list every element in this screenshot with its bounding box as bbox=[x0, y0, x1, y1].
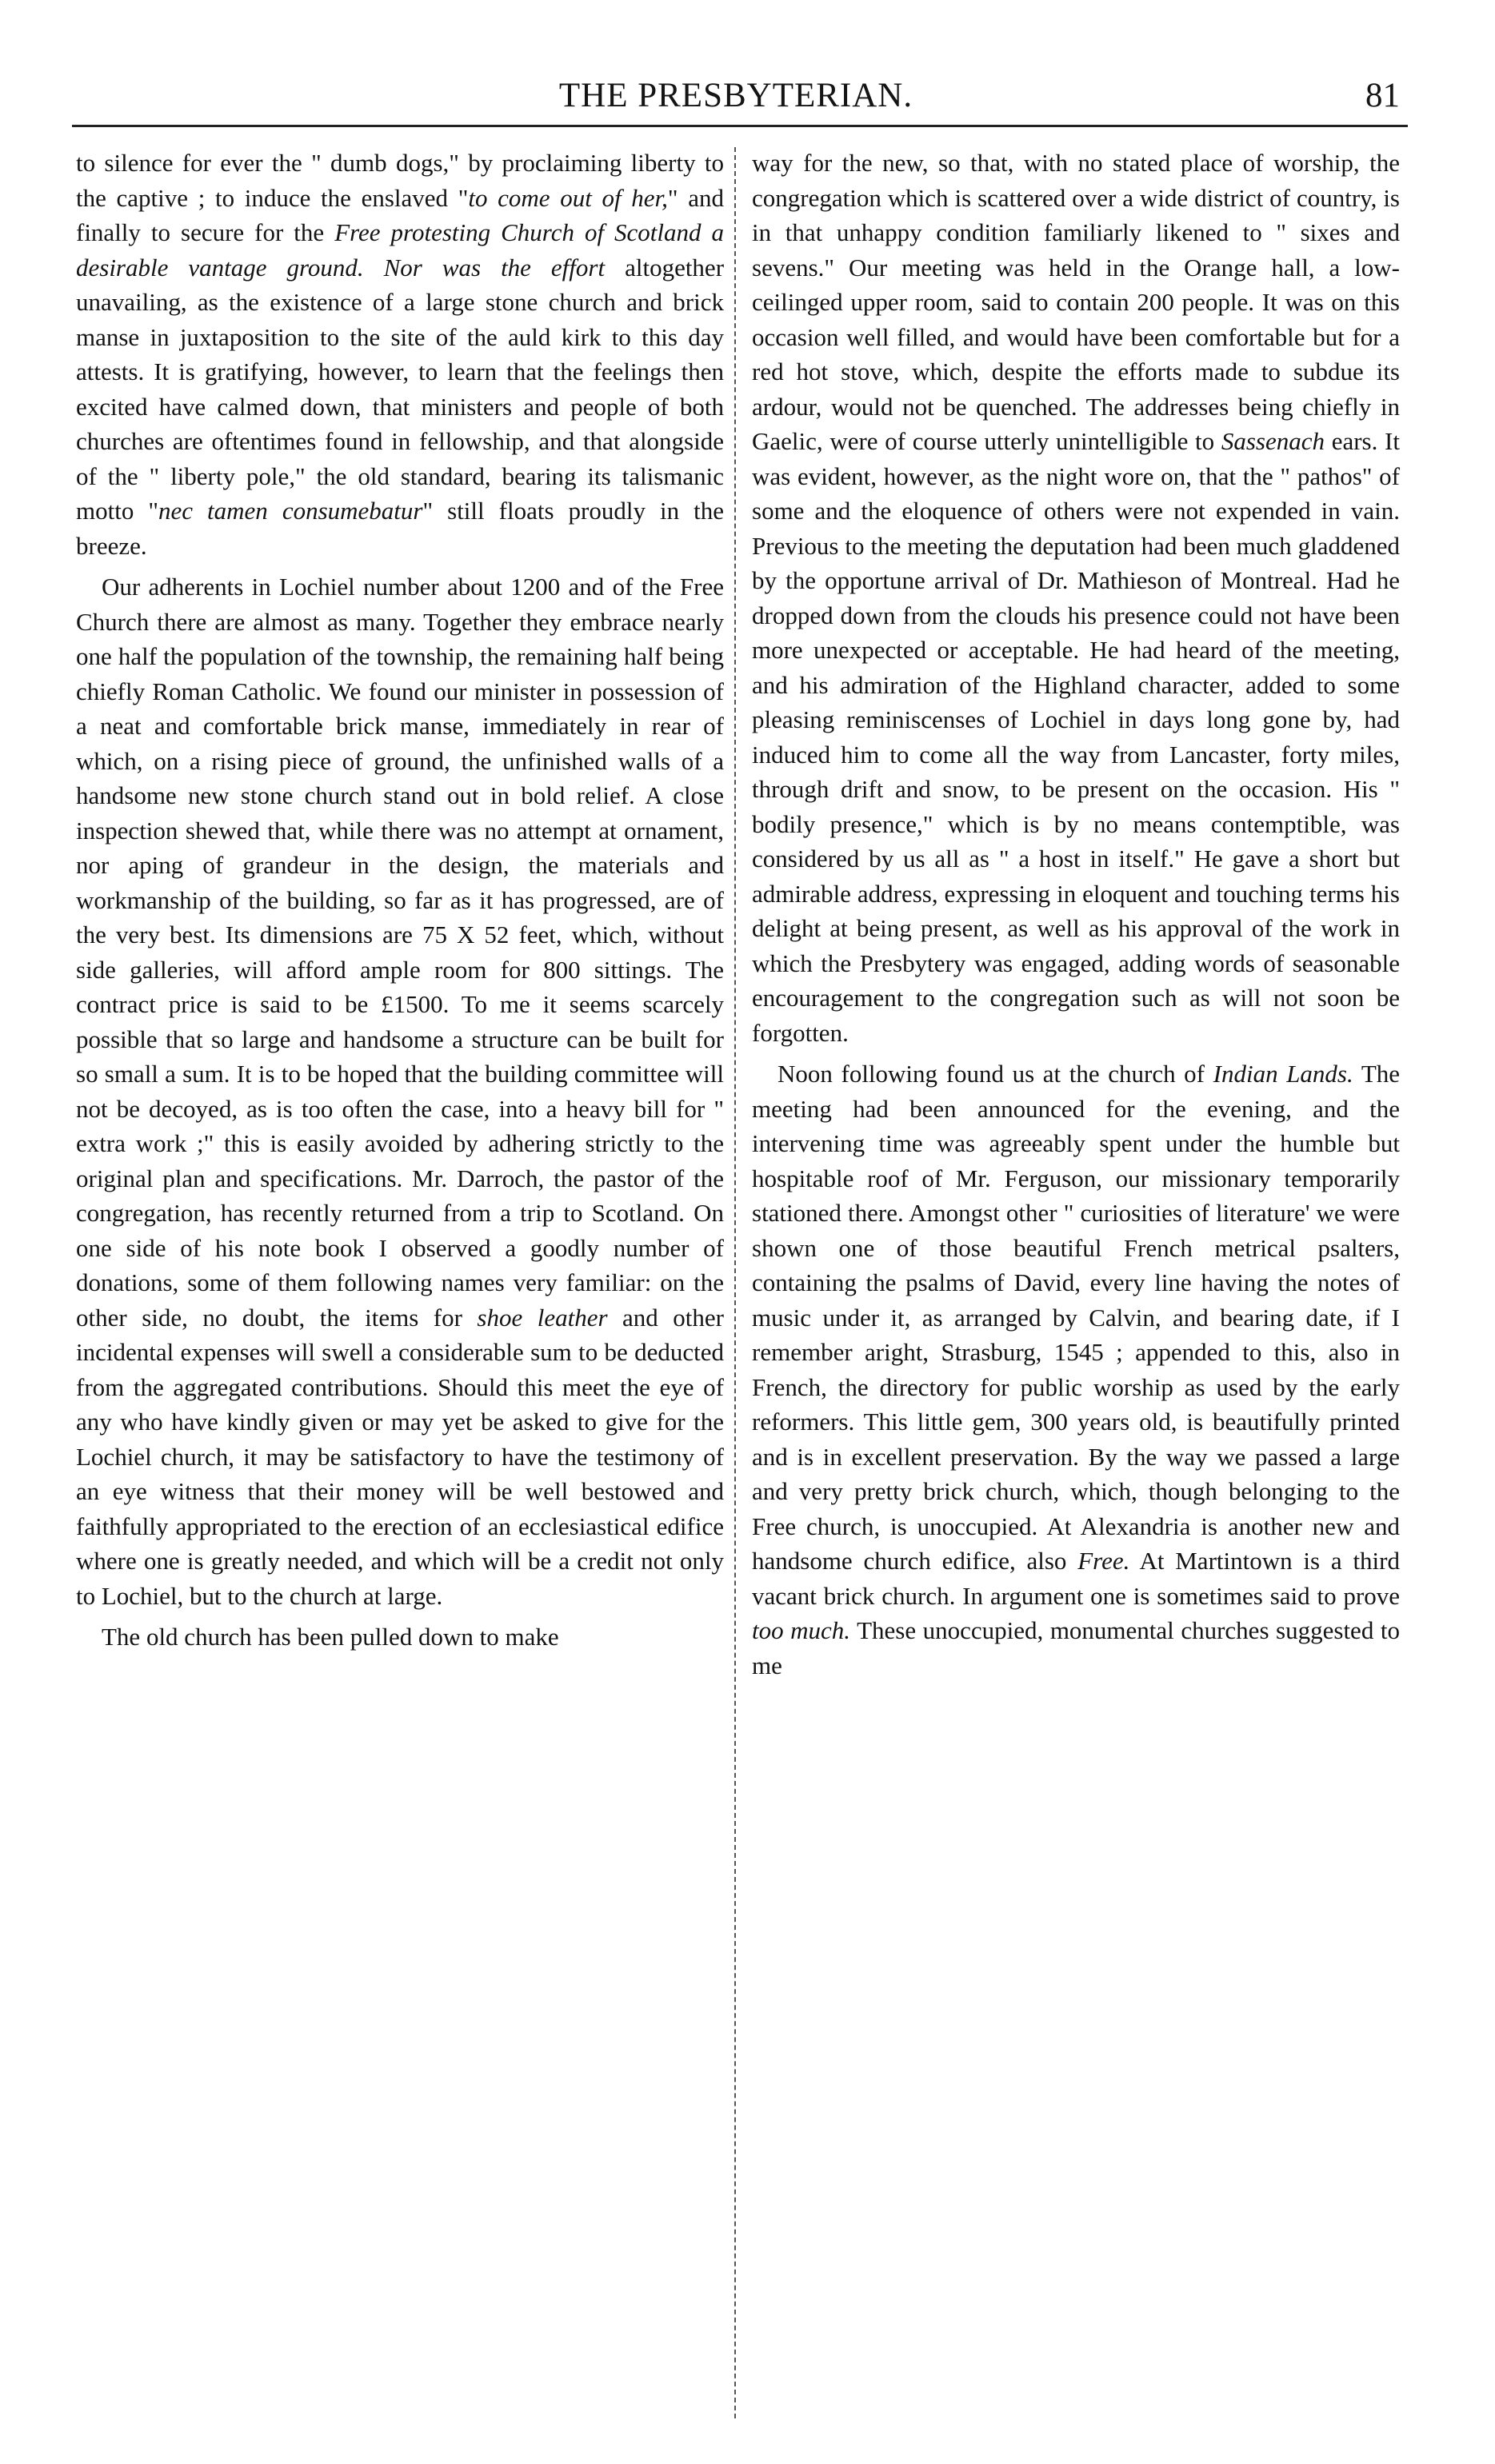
paragraph bbox=[76, 146, 724, 563]
italic-text: a desirable vantage ground. bbox=[76, 218, 724, 282]
text-run: Noon following found us at the church of bbox=[777, 1060, 1205, 1088]
left-column bbox=[76, 146, 724, 2433]
italic-text: Nor was the effort bbox=[383, 253, 606, 282]
text-run: ears. It was evident, however, as the night wore on, that the " pathos" of some and the eloquence of others were not expended in vain. Previous to the meeting the deputation had been much gladdened by the opportune arrival of Dr. Mathieson of Montreal. Had he dropped down from the clouds his presence could not have been more unexpected or acceptable. He had heard of the meeting, and his admiration of the Highland character, added to some pleasing reminiscenses of Lochiel in days long gone by, had induced him to come all the way from Lancaster, forty miles, through drift and snow, to be present on the occasion. His " bodily presence," which is by no means contemptible, was considered by us all as " a host in itself." He gave a short but admirable address, expressing in eloquent and touching terms his delight at being present, as well as his approval of the work in which the Presbytery was engaged, adding words of seasonable encouragement to the congregation such as will not soon be forgotten. bbox=[752, 427, 1400, 1047]
paragraph bbox=[752, 1056, 1400, 1683]
text-run: way for the new, so that, with no stated place of worship, the congregation which is scattered over a wide district of country, is in that unhappy condition familiarly likened to " sixes and sevens." Our meeting was held in the Orange hall, a low-ceilinged upper room, said to contain 200 people. It was on this occasion well filled, and would have been comfortable but for a red hot stove, which, despite the efforts made to subdue its ardour, would not be quenched. The addresses being chiefly in Gaelic, were of course utterly unintelligible to bbox=[752, 149, 1400, 455]
paragraph bbox=[76, 569, 724, 1613]
text-run: to silence for ever the " dumb dogs," by proclaiming liberty to the captive ; to induce the enslaved " bbox=[76, 149, 724, 212]
italic-text: nec tamen consumebatur bbox=[158, 497, 423, 525]
text-run: altogether unavailing, as the existence of a large stone church and brick manse in juxtaposition to the site of the auld kirk to this day attests. It is gratifying, however, to learn that the feelings then excited have calmed down, that ministers and people of both churches are oftentimes found in fellowship, and that alongside of the " liberty pole," the old standard, bearing its talismanic motto " bbox=[76, 253, 724, 525]
paragraph bbox=[752, 146, 1400, 1050]
text-run: The meeting had been announced for the evening, and the intervening time was agreeably spent under the humble but hospitable roof of Mr. Ferguson, our missionary temporarily stationed there. Amongst other " curiosities of literature' we were shown one of those beautiful French metrical psalters, containing the psalms of David, every line having the notes of music under it, as arranged by Calvin, and bearing date, if I remember aright, Strasburg, 1545 ; appended to this, also in French, the directory for public worship as used by the early reformers. This little gem, 300 years old, is beautifully printed and is in excellent preservation. By the way we passed a large and very pretty brick church, which, though belonging to the Free church, is unoccupied. At Alexandria is another new and handsome church edifice, also bbox=[752, 1060, 1400, 1575]
italic-text: Indian Lands. bbox=[1213, 1060, 1353, 1088]
text-run: " still floats proudly in the breeze. bbox=[76, 497, 724, 560]
page-number: 81 bbox=[1365, 77, 1400, 114]
text-run: and other incidental expenses will swell a considerable sum to be deducted from the aggregated contributions. Should this meet the eye of any who have kindly given or may yet be asked to give for the Lochiel church, it may be satisfactory to have the testimony of an eye witness that their money will be well bestowed and faithfully appropriated to the erection of an ecclesiastical edifice where one is greatly needed, and which will be a credit not only to Lochiel, but to the church at large. bbox=[76, 1303, 724, 1610]
text-run: " and finally to secure for the bbox=[76, 183, 724, 246]
text-run: Our adherents in Lochiel number about 1200 and of the Free Church there are almost as many. Together they embrace nearly one half the population of the township, the remaining half being chiefly Roman Catholic. We found our minister in possession of a neat and comfortable brick manse, immediately in rear of which, on a rising piece of ground, the unfinished walls of a handsome new stone church stand out in bold relief. A close inspection shewed that, while there was no attempt at ornament, nor aping of grandeur in the design, the materials and workmanship of the building, so far as it has progressed, are of the very best. Its dimensions are 75 X 52 feet, which, without side galleries, will afford ample room for 800 sittings. The contract price is said to be £1500. To me it seems scarcely possible that so large and handsome a structure can be built for so small a sum. It is to be hoped that the building committee will not be decoyed, as is too often the case, into a heavy bill for " extra work ;" this is easily avoided by adhering strictly to the original plan and specifications. Mr. Darroch, the pastor of the congregation, has recently returned from a trip to Scotland. On one side of his note book I observed a goodly number of donations, some of them following names very familiar: on the other side, no doubt, the items for bbox=[76, 573, 724, 1332]
italic-text: too much. bbox=[752, 1616, 851, 1644]
text-run: The old church has been pulled down to make bbox=[102, 1623, 559, 1651]
italic-text: Free protesting Church of Scotland bbox=[334, 218, 702, 246]
page-header bbox=[72, 74, 1400, 118]
text-run: These unoccupied, monumental churches suggested to me bbox=[752, 1616, 1400, 1679]
italic-text: to come out of her, bbox=[468, 183, 668, 212]
right-column bbox=[752, 146, 1400, 2433]
header-rule bbox=[72, 125, 1408, 127]
italic-text: shoe leather bbox=[477, 1303, 608, 1332]
italic-text: Sassenach bbox=[1221, 427, 1325, 455]
text-run: At Martintown is a third vacant brick church. In argument one is sometimes said to prove bbox=[752, 1547, 1400, 1610]
paragraph bbox=[76, 1619, 724, 1655]
running-title: THE PRESBYTERIAN. bbox=[558, 77, 913, 114]
column-divider bbox=[734, 147, 736, 2418]
italic-text: Free. bbox=[1077, 1547, 1130, 1575]
